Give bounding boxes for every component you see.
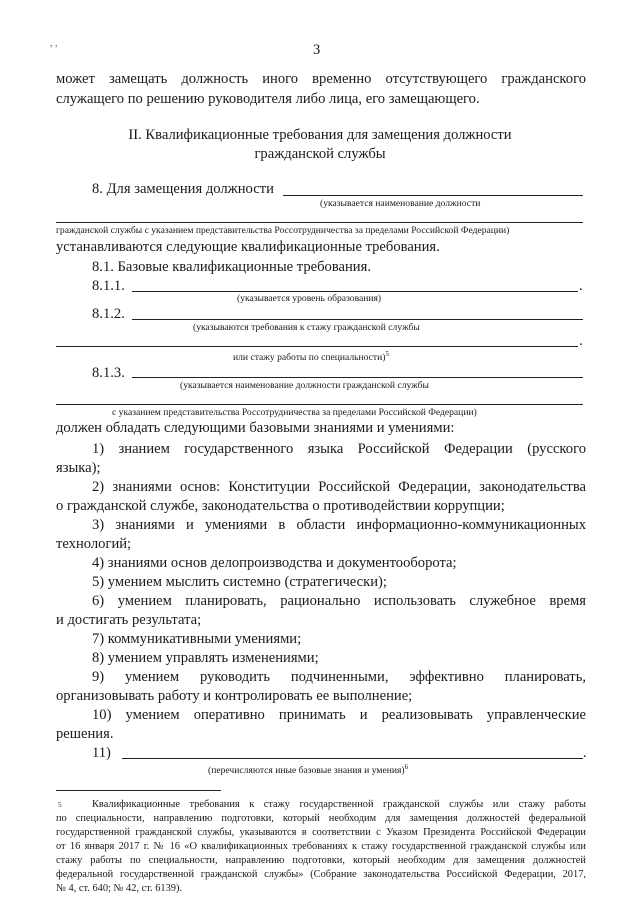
knowledge-6-line-2: и достигать результата; — [56, 612, 202, 628]
item-8-blank — [283, 195, 583, 196]
item-8-1-2-label: 8.1.2. — [92, 306, 125, 322]
scan-mark: , , — [50, 38, 58, 49]
item-8-1-1-end: . — [579, 278, 583, 294]
item-8-1-2-blank — [132, 319, 583, 320]
footnote-line-1: Квалификационные требования к стажу государственной гражданской службы или стажу работы — [92, 799, 586, 810]
knowledge-11-end: . — [583, 745, 587, 761]
knowledge-11-label: 11) — [92, 745, 111, 761]
knowledge-11-hint — [208, 762, 408, 776]
section-title-line-2: гражданской службы — [254, 146, 386, 162]
item-8-hint-1: (указывается наименование должности — [320, 198, 481, 209]
knowledge-6-line-1: 6) умением планировать, рационально использовать служебное время — [92, 593, 586, 609]
item-8-1-2-blank-2 — [56, 346, 578, 347]
footnote-line-7: № 4, ст. 640; № 42, ст. 6139). — [56, 883, 183, 894]
knowledge-7: 7) коммуникативными умениями; — [92, 631, 302, 647]
page-number: 3 — [313, 42, 321, 58]
footnote-ref-6: 6 — [404, 763, 409, 771]
footnote-ref-5: 5 — [385, 350, 389, 358]
item-8-1-2-hint-2-text: или стажу работы по специальности) — [233, 352, 386, 364]
item-8-1-3-hint-1: (указывается наименование должности гражданской службы — [180, 380, 429, 391]
knowledge-10-line-2: решения. — [56, 726, 114, 742]
item-8-1-2-hint-1: (указываются требования к стажу гражданской службы — [193, 322, 420, 333]
item-8-1-1-blank — [132, 291, 578, 292]
item-8-text: устанавливаются следующие квалификационные требования. — [56, 239, 440, 255]
item-8-1-3-blank — [132, 377, 583, 378]
knowledge-2-line-2: о гражданской службе, законодательства о противодействии коррупции; — [56, 498, 505, 514]
knowledge-1-line-1: 1) знанием государственного языка Российской Федерации (русского — [92, 441, 586, 457]
knowledge-9-line-2: организовывать работу и контролировать ее выполнение; — [56, 688, 413, 704]
knowledge-10-line-1: 10) умением оперативно принимать и реализовывать управленческие — [92, 707, 586, 723]
knowledge-11-blank — [122, 758, 583, 759]
item-8-label: 8. Для замещения должности — [92, 181, 274, 197]
section-title-line-1: II. Квалификационные требования для замещения должности — [128, 127, 512, 143]
knowledge-3-line-1: 3) знаниями и умениями в области информационно-коммуникационных — [92, 517, 586, 533]
footnote-separator — [56, 790, 221, 791]
footnote-line-6: федеральной государственной гражданской службы» (Собрание законодательства Российской Федерации, 2017, — [56, 869, 586, 880]
item-8-1-label: 8.1. Базовые квалификационные требования. — [92, 259, 371, 275]
knowledge-2-line-1: 2) знаниями основ: Конституции Российской Федерации, законодательства — [92, 479, 586, 495]
footnote-line-3: государственной гражданской службы, указываются в соответствии с Указом Президента Российской Федерации — [56, 827, 586, 838]
intro-line-2: служащего по решению руководителя либо лица, его замещающего. — [56, 91, 480, 107]
item-8-1-2-hint-2 — [233, 349, 389, 363]
item-8-1-3-hint-2: с указанием представительства Россотрудничества за пределами Российской Федерации) — [112, 407, 477, 418]
knowledge-9-line-1: 9) умением руководить подчиненными, эффективно планировать, — [92, 669, 586, 685]
item-8-blank-2 — [56, 222, 583, 223]
footnote-line-2: по специальности, направлению подготовки, который необходим для замещения должностей федеральной — [56, 813, 586, 824]
knowledge-1-line-2: языка); — [56, 460, 101, 476]
item-8-1-3-label: 8.1.3. — [92, 365, 125, 381]
knowledge-lead: должен обладать следующими базовыми знаниями и умениями: — [56, 420, 455, 436]
knowledge-5: 5) умением мыслить системно (стратегически); — [92, 574, 387, 590]
item-8-1-1-hint: (указывается уровень образования) — [237, 293, 382, 304]
knowledge-3-line-2: технологий; — [56, 536, 132, 552]
footnote-number-text: 5 — [58, 801, 62, 809]
item-8-1-3-blank-2 — [56, 404, 583, 405]
footnote-line-4: от 16 января 2017 г. № 16 «О квалификационных требованиях к стажу государственной гражданской службы или — [56, 841, 586, 852]
item-8-1-2-end: . — [579, 333, 583, 349]
knowledge-4: 4) знаниями основ делопроизводства и документооборота; — [92, 555, 457, 571]
item-8-1-1-label: 8.1.1. — [92, 278, 125, 294]
knowledge-8: 8) умением управлять изменениями; — [92, 650, 319, 666]
footnote-line-5: стажу работы по специальности, направлению подготовки, который необходим для замещения должностей — [56, 855, 586, 866]
knowledge-11-hint-text: (перечисляются иные базовые знания и умения) — [208, 765, 405, 777]
intro-line-1: может замещать должность иного временно отсутствующего гражданского — [56, 71, 586, 87]
item-8-hint-2: гражданской службы с указанием представительства Россотрудничества за пределами Российской Федерации) — [56, 225, 510, 236]
